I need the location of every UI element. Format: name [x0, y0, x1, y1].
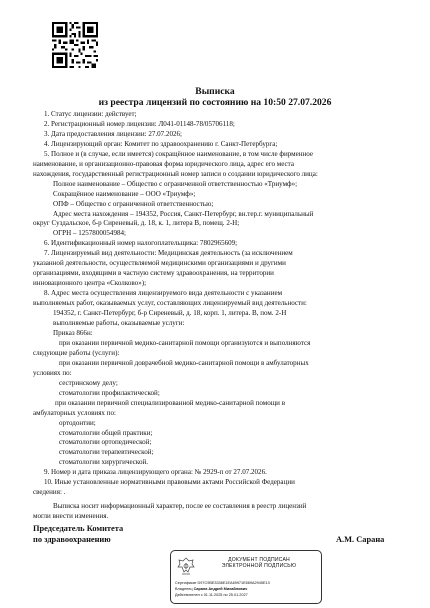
service-item: сестринскому делу; [59, 378, 118, 387]
works-intro: при оказании первичной медико-санитарной помощи организуются и выполняются [59, 338, 311, 347]
stamp-owner [175, 587, 247, 592]
disclaimer-cont: могли внести изменения. [33, 512, 109, 521]
activity-type-cont: организациями, входящими в частную систему здравоохранения, на территории [33, 269, 274, 278]
item-5-line: 5. Полное и (в случае, если имеется) сокращённое наименование, в том числе фирменное [44, 149, 314, 158]
license-date: 3. Дата предоставления лицензии: 27.07.2026; [44, 129, 182, 138]
signatory-position-line: по здравоохранению [33, 535, 111, 544]
qr-code [52, 22, 98, 68]
full-name: Полное наименование – Общество с ограниченной ответственностью «Триумф»; [53, 179, 298, 188]
activity-type-cont: инновационного центра «Сколково»); [33, 279, 147, 288]
document-subtitle: из реестра лицензий по состоянию на 10:50 27.07.2026 [98, 97, 332, 108]
legal-address: Адрес места нахождения – 194352, Россия, Санкт-Петербург, вн.тер.г. муниципальный [53, 209, 314, 218]
legal-form: ОПФ – Общество с ограниченной ответственностью; [53, 199, 214, 208]
coat-of-arms-icon [175, 555, 197, 577]
activity-type: 7. Лицензируемый вид деятельности: Медицинская деятельность (за исключением [44, 249, 293, 258]
service-item: стоматологии ортопедической; [59, 438, 152, 447]
other-info: 10. Иные установленные нормативными правовыми актами Российской Федерации [44, 478, 295, 487]
stamp-heading [201, 557, 317, 570]
signatory-position-line: Председатель Комитета [33, 524, 124, 533]
works-intro-cont: следующие работы (услуги): [33, 348, 120, 357]
service-item: стоматологии хирургической. [59, 458, 149, 467]
activity-address-cont: выполняемых работ, оказываемых услуг, составляющих лицензируемый вид деятельности: [33, 299, 307, 308]
service-item: ортодонтии; [59, 418, 96, 427]
document-title: Выписка [195, 86, 235, 97]
licensing-authority: 4. Лицензирующий орган: Комитет по здравоохранению г. Санкт-Петербурга; [44, 139, 278, 148]
specialized-care: при оказании первичной специализированной медико-санитарной помощи в [55, 398, 286, 407]
stamp-heading-line: ЭЛЕКТРОННОЙ ПОДПИСЬЮ [221, 563, 297, 570]
document-body [33, 110, 406, 522]
premedical-care: при оказании первичной доврачебной медико-санитарной помощи в амбулаторных [59, 358, 309, 367]
stamp-certificate: Сертификат D97C9BE3336E1EA69971E669A2945E13 [175, 581, 270, 585]
activity-address: 8. Адрес места осуществления лицензируемого вида деятельности с указанием [44, 289, 283, 298]
site-address: 194352, г. Санкт-Петербург, б-р Сиреневый, д. 18, корп. 1, литера. В, пом. 2-Н [53, 309, 287, 318]
item-5-line: наименование, и организационно-правовая форма юридического лица, адрес его места [33, 159, 294, 168]
ogrn: ОГРН – 1257800054984; [53, 229, 126, 238]
electronic-signature-stamp [170, 550, 322, 604]
specialized-care-cont: амбулаторных условиях по: [33, 408, 116, 417]
stamp-heading-line: ДОКУМЕНТ ПОДПИСАН [228, 557, 290, 563]
stamp-validity: Действителен с 01.11.2025 по 25.01.2027 [175, 593, 248, 597]
item-5-line: нахождения, государственный регистрационный номер записи о создании юридического лица: [33, 169, 318, 178]
order-reference: Приказ 866н: [53, 328, 93, 337]
short-name: Сокращённое наименование – ООО «Триумф»; [53, 189, 196, 198]
inn: 6. Идентификационный номер налогоплательщика: 7802965609; [44, 239, 238, 248]
license-status: 1. Статус лицензии: действует; [44, 110, 137, 118]
order-number: 9. Номер и дата приказа лицензирующего органа: № 2929-п от 27.07.2026. [44, 468, 267, 477]
other-info-cont: сведения: . [33, 488, 66, 497]
service-item: стоматологии профилактической; [59, 388, 160, 397]
disclaimer: Выписка носит информационный характер, после ее составления в реестр лицензий [53, 502, 307, 511]
stamp-owner-label: Владелец [175, 587, 193, 591]
activity-type-cont: указанной деятельности, осуществляемой медицинскими организациями и другими [33, 259, 286, 268]
signatory-position [33, 523, 123, 545]
service-item: стоматологии общей практики; [59, 428, 153, 437]
legal-address-cont: округ Суздальское, б-р Сиреневый, д. 18, к. 1, литера В, помещ. 2-Н; [33, 219, 240, 228]
stamp-owner-name: Сарана Андрей Михайлович [193, 587, 248, 591]
works-heading: выполняемые работы, оказываемые услуги: [53, 319, 185, 328]
premedical-care-cont: условиях по: [33, 368, 72, 377]
registration-number: 2. Регистрационный номер лицензии: Л041-01148-78/05706118; [44, 119, 235, 128]
service-item: стоматологии терапевтической; [59, 448, 154, 457]
signatory-name: А.М. Сарана [336, 535, 385, 544]
